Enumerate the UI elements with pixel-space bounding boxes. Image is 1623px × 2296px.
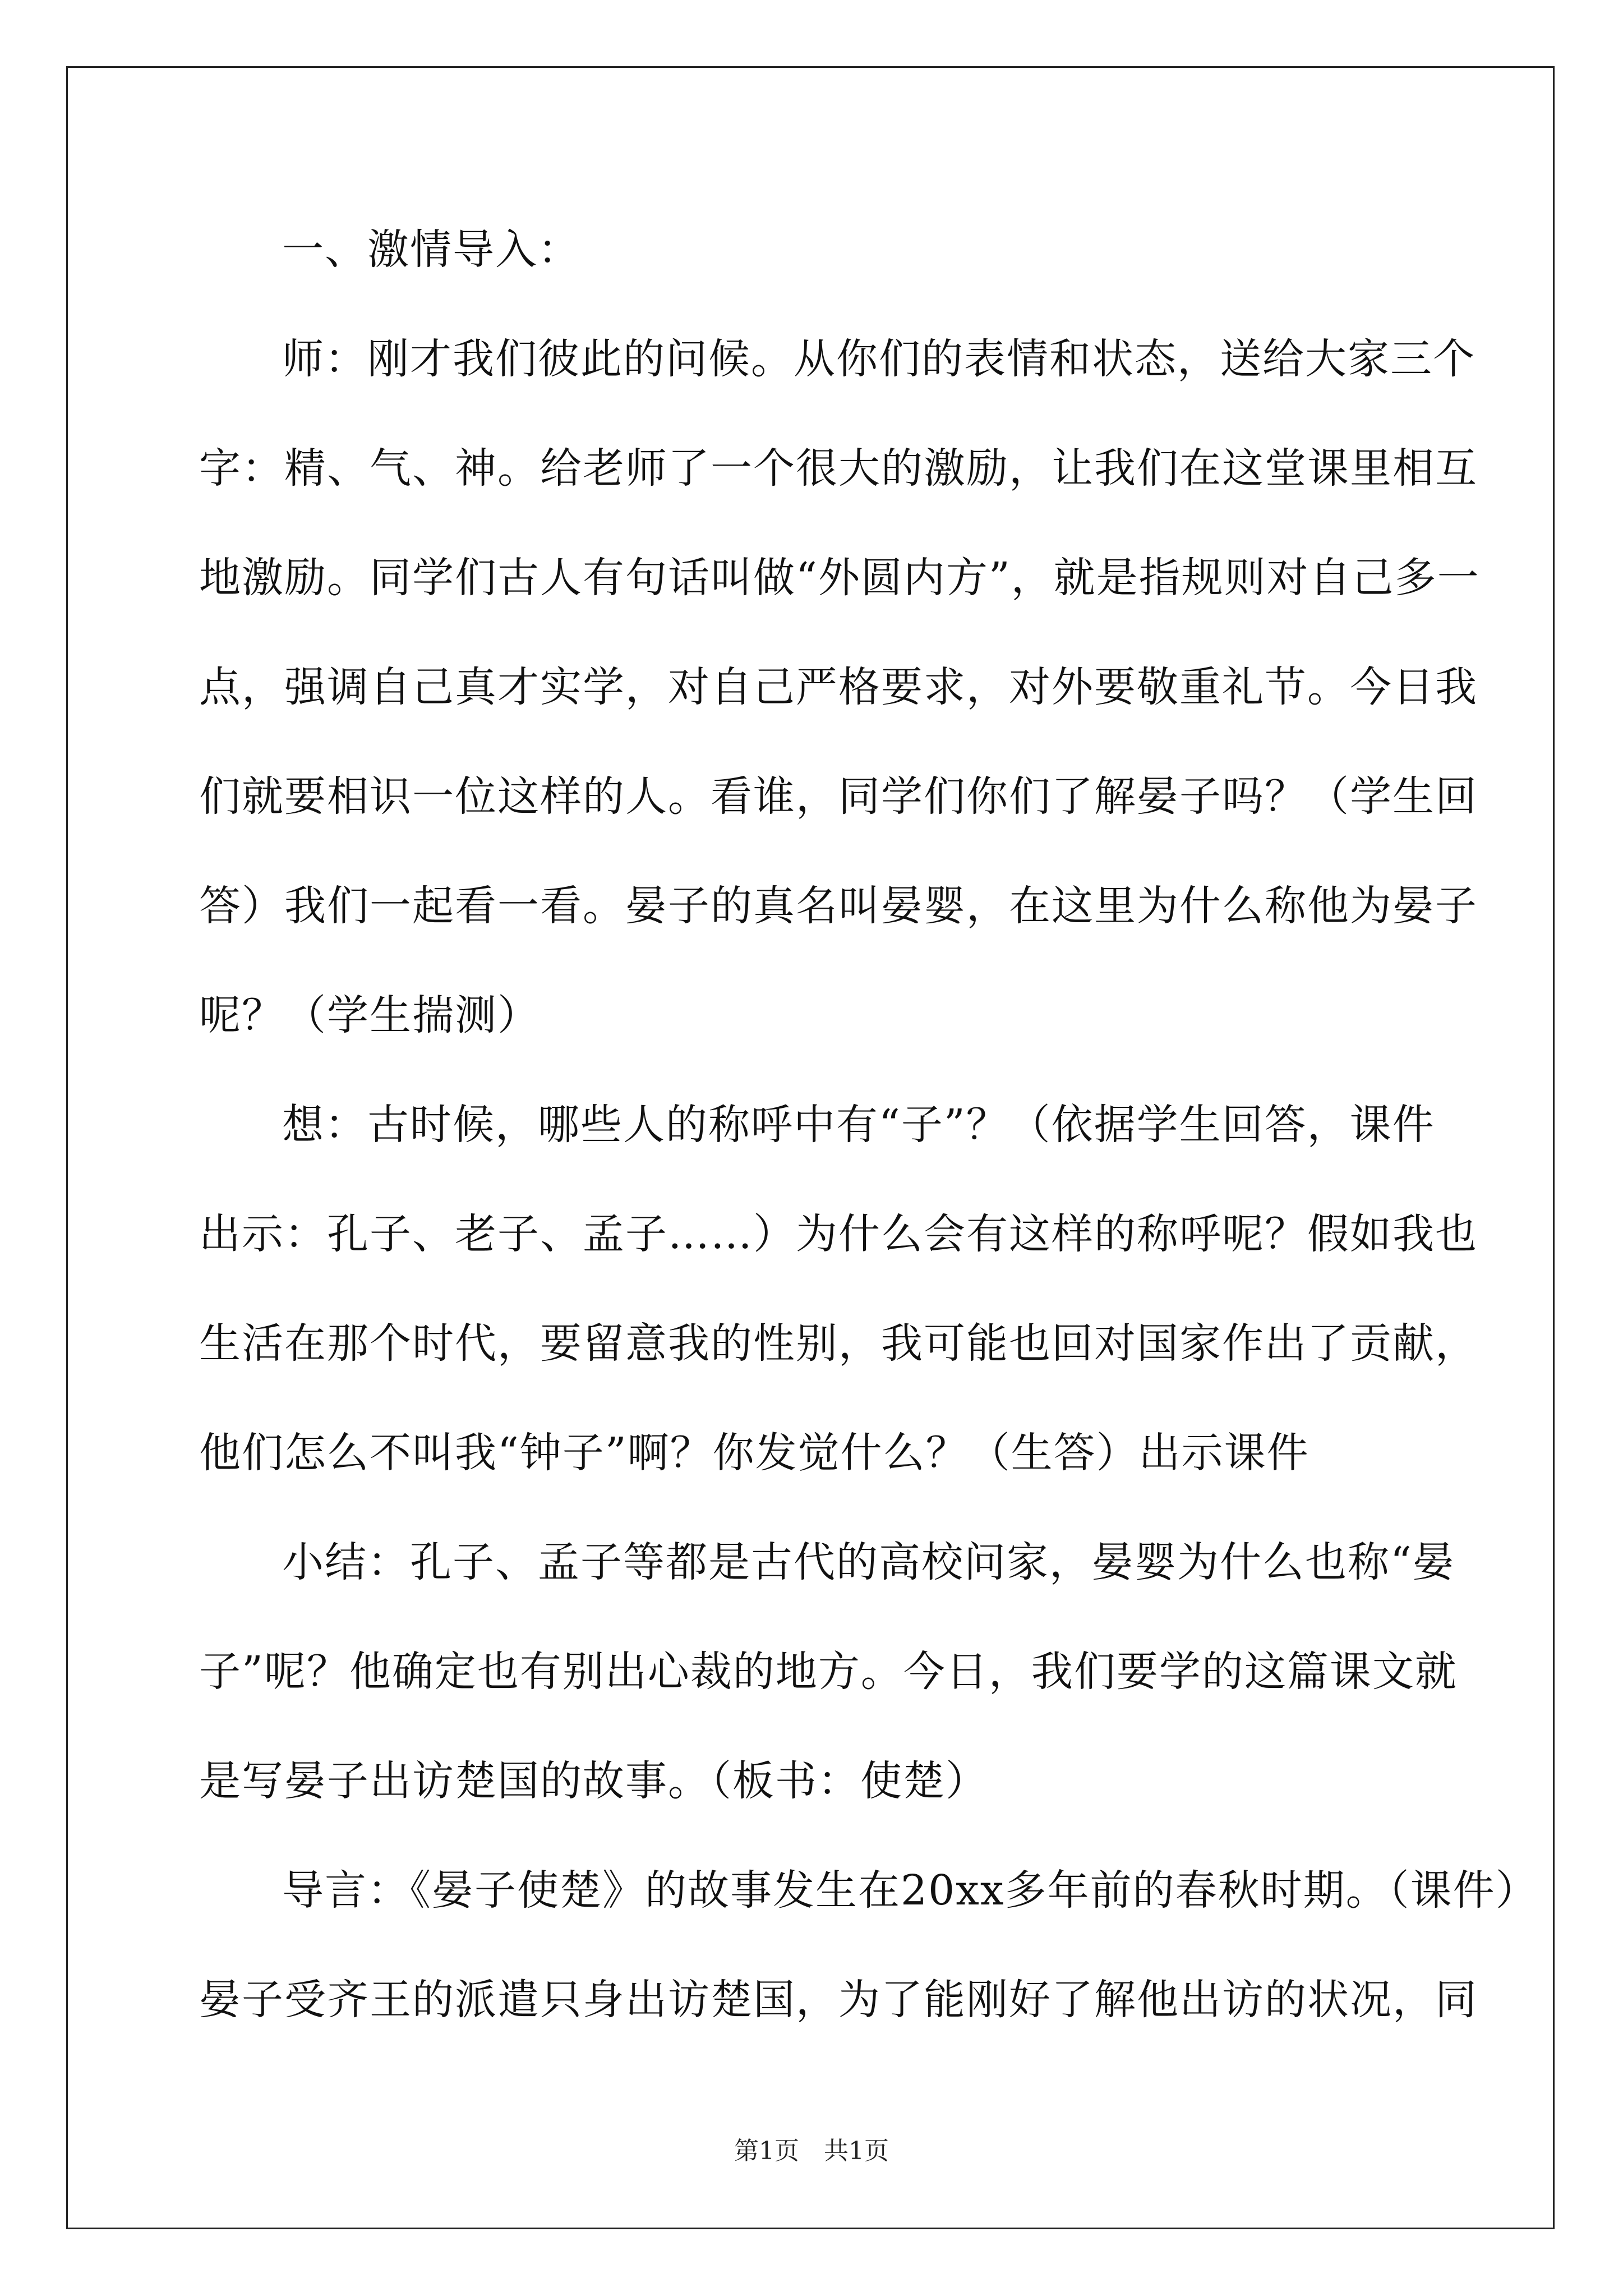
paragraph-line: 答）我们一起看一看。晏子的真名叫晏婴，在这里为什么称他为晏子 [199, 882, 1478, 930]
paragraph-line: 点，强调自己真才实学，对自己严格要求，对外要敬重礼节。今日我 [199, 663, 1478, 711]
paragraph-line: 导言：《晏子使楚》的故事发生在20xx多年前的春秋时期。（课件） [282, 1866, 1538, 1915]
page-footer: 第1页 共1页 [734, 2137, 889, 2165]
paragraph-line: 字：精、气、神。给老师了一个很大的激励，让我们在这堂课里相互 [199, 444, 1478, 493]
paragraph-line: 们就要相识一位这样的人。看谁，同学们你们了解晏子吗？（学生回 [199, 772, 1478, 821]
paragraph-line: 晏子受齐王的派遣只身出访楚国，为了能刚好了解他出访的状况，同 [199, 1976, 1478, 2024]
paragraph-line: 师：刚才我们彼此的问候。从你们的表情和状态，送给大家三个 [282, 335, 1476, 383]
paragraph-line: 呢？（学生揣测） [199, 991, 540, 1039]
paragraph-line: 是写晏子出访楚国的故事。（板书：使楚） [199, 1757, 988, 1805]
paragraph-line: 想：古时候，哪些人的称呼中有“子”？（依据学生回答，课件 [282, 1101, 1435, 1149]
paragraph-line: 他们怎么不叫我“钟子”啊？你发觉什么？（生答）出示课件 [199, 1429, 1310, 1477]
paragraph-line: 生活在那个时代，要留意我的性别，我可能也回对国家作出了贡献， [199, 1319, 1478, 1368]
paragraph-line: 小结：孔子、孟子等都是古代的高校问家，晏婴为什么也称“晏 [282, 1538, 1455, 1586]
paragraph-line: 出示：孔子、老子、孟子……）为什么会有这样的称呼呢？假如我也 [199, 1210, 1478, 1258]
section-heading: 一、激情导入： [282, 226, 580, 274]
paragraph-line: 子”呢？他确定也有别出心裁的地方。今日，我们要学的这篇课文就 [199, 1648, 1458, 1696]
paragraph-line: 地激励。同学们古人有句话叫做“外圆内方”，就是指规则对自己多一 [199, 554, 1480, 602]
